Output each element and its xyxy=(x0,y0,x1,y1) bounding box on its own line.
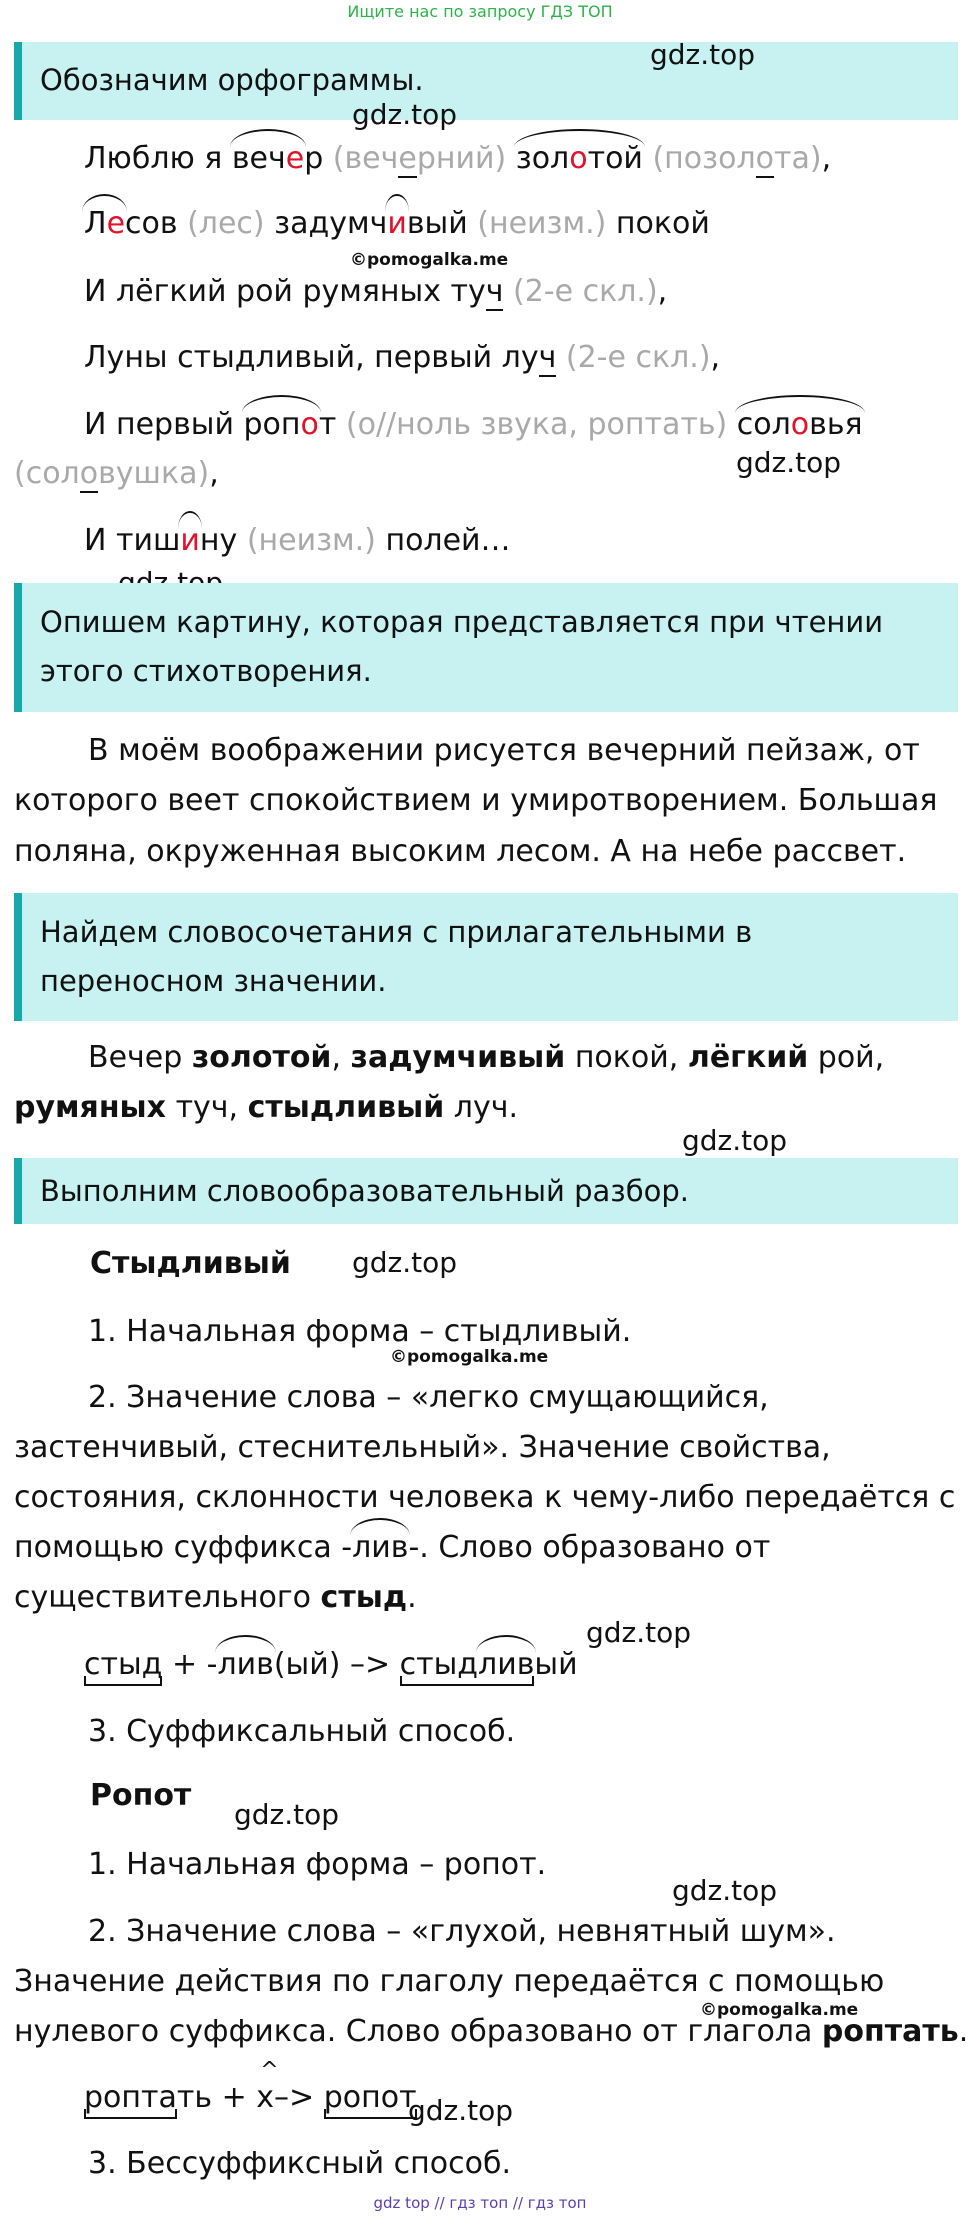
word-heading: Ропот xyxy=(90,1778,192,1813)
watermark-gdz: gdz.top xyxy=(234,1798,340,1831)
analysis-step: 1. Начальная форма – стыдливый. xyxy=(88,1314,632,1349)
poem-line-1: Люблю я вечер (вечерний) золотой (позолота), xyxy=(84,141,832,176)
section-title-line: этого стихотворения. xyxy=(40,654,372,688)
watermark-gdz: gdz.top xyxy=(352,1246,458,1279)
watermark-gdz: gdz.top xyxy=(408,2094,514,2127)
analysis-text: помощью суффикса -лив-. Слово образовано от xyxy=(14,1530,771,1565)
watermark-gdz: gdz.top xyxy=(352,98,458,131)
watermark-gdz: gdz.top xyxy=(586,1616,692,1649)
derivation-formula: стыд + -лив(ый) –> стыдливый xyxy=(84,1647,578,1682)
analysis-step: 2. Значение слова – «глухой, невнятный шум». xyxy=(88,1914,836,1949)
paragraph-line: поляна, окруженная высоким лесом. А на небе рассвет. xyxy=(14,834,907,869)
poem-line-7: И тишину (неизм.) полей… xyxy=(84,523,511,558)
analysis-text: состояния, склонности человека к чему-либо передаётся с xyxy=(14,1480,956,1515)
watermark-pomogalka: ©pomogalka.me xyxy=(390,1347,549,1367)
section-title-line: переносном значении. xyxy=(40,964,387,998)
analysis-text: существительного стыд. xyxy=(14,1580,417,1615)
section-title: Выполним словообразовательный разбор. xyxy=(40,1174,689,1208)
analysis-step: 2. Значение слова – «легко смущающийся, xyxy=(88,1380,769,1415)
phrases-line-1: Вечер золотой, задумчивый покой, лёгкий рой, xyxy=(88,1040,885,1075)
watermark-gdz: gdz.top xyxy=(736,446,842,479)
phrases-line-2: румяных туч, стыдливый луч. xyxy=(14,1090,518,1125)
analysis-step: 3. Суффиксальный способ. xyxy=(88,1714,516,1749)
section-band-phrases xyxy=(14,893,958,1021)
analysis-step: 1. Начальная форма – ропот. xyxy=(88,1847,547,1882)
word-heading: Стыдливый xyxy=(90,1246,291,1281)
watermark-gdz: gdz.top xyxy=(650,38,756,71)
section-title-line: Опишем картину, которая представляется при чтении xyxy=(40,605,884,639)
paragraph-line: которого веет спокойствием и умиротворением. Большая xyxy=(14,783,938,818)
poem-line-4: Луны стыдливый, первый луч (2-е скл.), xyxy=(84,340,721,375)
analysis-text: застенчивый, стеснительный». Значение свойства, xyxy=(14,1430,831,1465)
section-band-morphology xyxy=(14,1158,958,1224)
derivation-formula: роптать + ^ x–> ропот xyxy=(84,2080,417,2115)
section-band-description xyxy=(14,583,958,712)
footer-links[interactable]: gdz top // гдз топ // гдз топ xyxy=(373,2194,587,2212)
watermark-pomogalka: ©pomogalka.me xyxy=(700,2000,859,2020)
poem-line-6: (соловушка), xyxy=(14,456,219,491)
paragraph-line: В моём воображении рисуется вечерний пейзаж, от xyxy=(88,733,920,768)
poem-line-2: Лесов (лес) задумчивый (неизм.) покой xyxy=(84,206,710,241)
watermark-gdz: gdz.top xyxy=(672,1874,778,1907)
analysis-step: 3. Бессуффиксный способ. xyxy=(88,2146,512,2181)
poem-line-5: И первый ропот (о//ноль звука, роптать) соловья xyxy=(84,407,863,442)
section-band-spelling xyxy=(14,42,958,120)
watermark-pomogalka: ©pomogalka.me xyxy=(350,250,509,270)
search-hint[interactable]: Ищите нас по запросу ГДЗ ТОП xyxy=(347,2,613,21)
section-title-line: Найдем словосочетания с прилагательными в xyxy=(40,915,753,949)
analysis-text: Значение действия по глаголу передаётся с помощью xyxy=(14,1964,885,1999)
watermark-gdz: gdz.top xyxy=(682,1124,788,1157)
poem-line-3: И лёгкий рой румяных туч (2-е скл.), xyxy=(84,274,668,309)
section-title: Обозначим орфограммы. xyxy=(40,63,424,97)
analysis-text: нулевого суффикса. Слово образовано от глагола роптать. xyxy=(14,2014,968,2049)
